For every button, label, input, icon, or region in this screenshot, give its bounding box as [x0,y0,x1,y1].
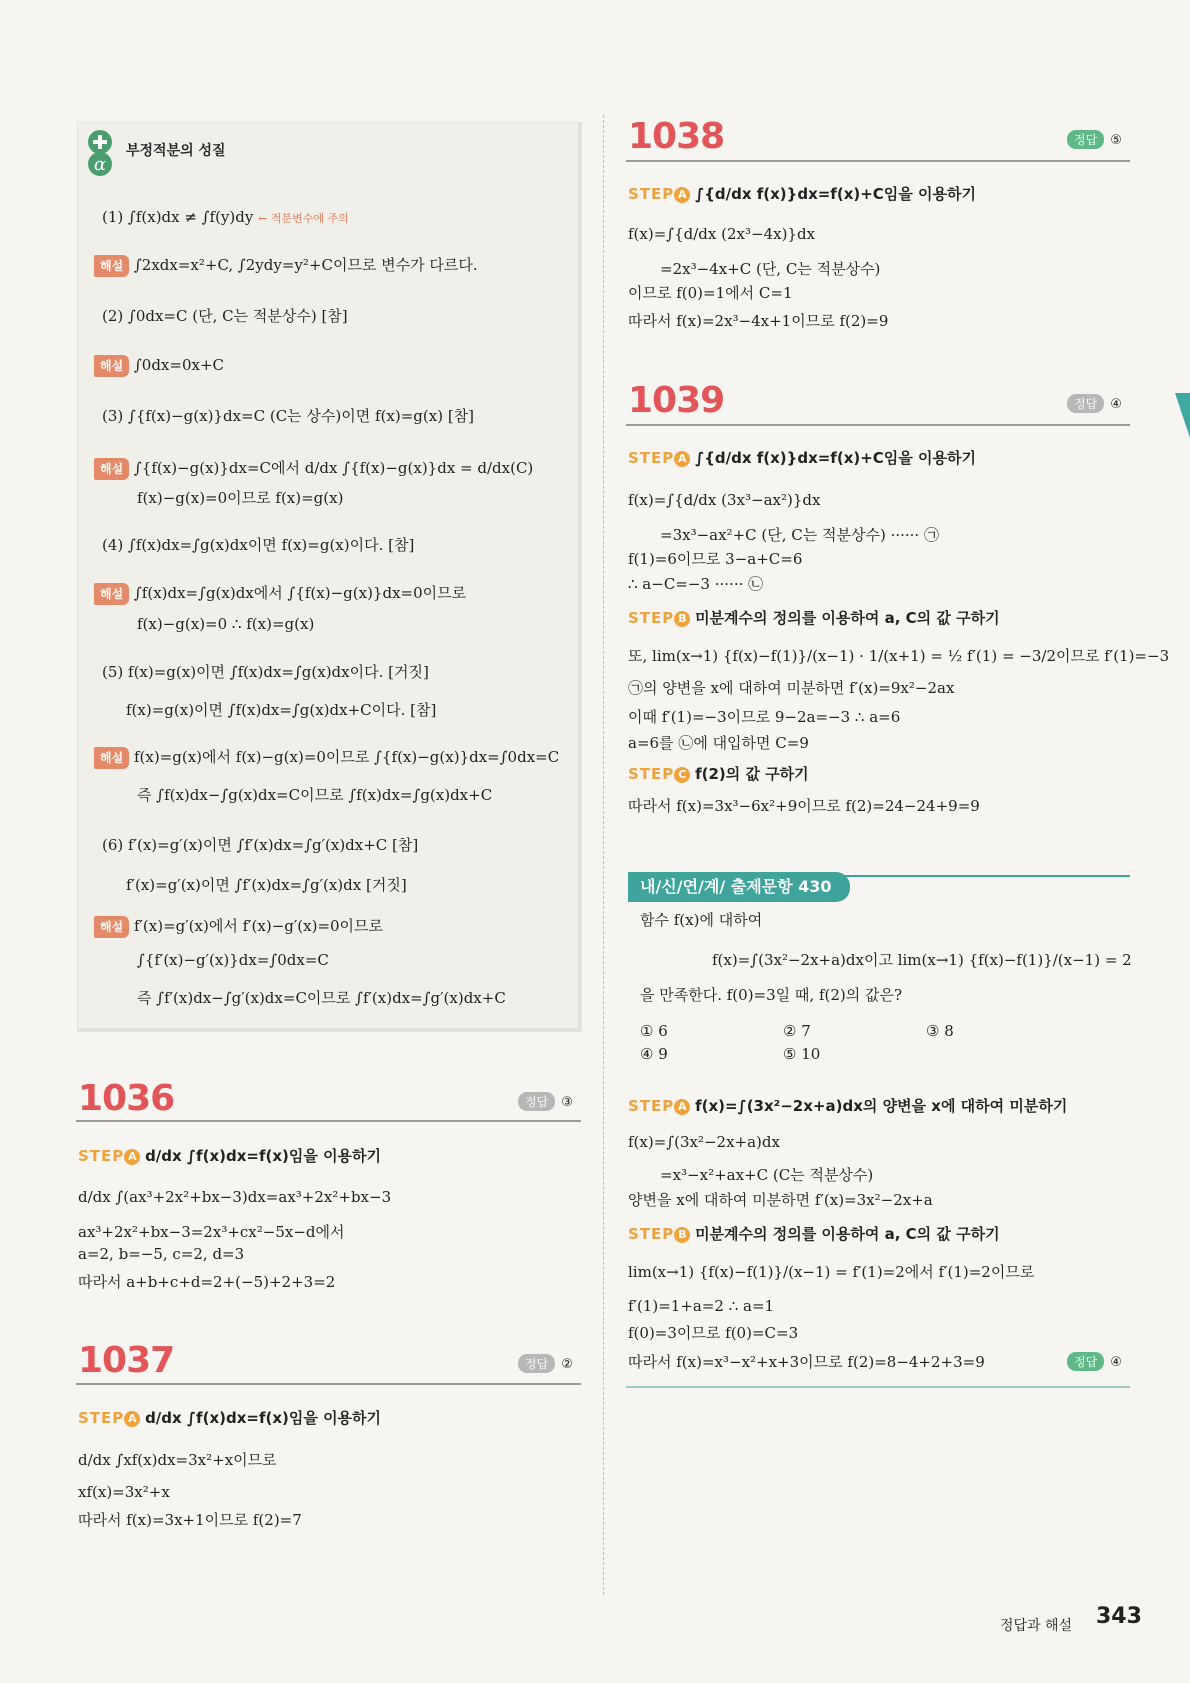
nsg-choice: ② 7 [783,1022,811,1040]
answer-badge-1038: 정답 ⑤ [1067,130,1122,149]
solution-line: 따라서 a+b+c+d=2+(−5)+2+3=2 [78,1273,336,1291]
solution-line: a=2, b=−5, c=2, d=3 [78,1245,245,1263]
answer-badge-1036: 정답 ③ [518,1092,573,1111]
solution-line: xf(x)=3x²+x [78,1483,170,1501]
solution-line: f(1)=6이므로 3−a+C=6 [628,550,803,568]
column-divider [603,115,604,1595]
step-1037-a: STEP A d/dx ∫f(x)dx=f(x)임을 이용하기 [78,1409,382,1427]
solution-tag: 해설 [94,255,129,277]
concept-item-1-statement: (1) ∫f(x)dx ≠ ∫f(y)dy [102,208,254,226]
concept-item-5-solution-line-2: 즉 ∫f(x)dx−∫g(x)dx=C이므로 ∫f(x)dx=∫g(x)dx+C [137,786,493,804]
problem-number-1036: 1036 [78,1078,175,1119]
solution-tag: 해설 [94,747,129,769]
concept-item-1-solution [94,255,478,277]
solution-line: 이므로 f(0)=1에서 C=1 [628,284,793,302]
nsg-answer-badge: 정답 ④ [1067,1352,1122,1371]
solution-line: 양변을 x에 대하여 미분하면 f′(x)=3x²−2x+a [628,1191,933,1209]
divider-1037 [76,1383,581,1385]
solution-line: 따라서 f(x)=x³−x²+x+3이므로 f(2)=8−4+2+3=9 [628,1353,985,1371]
nsg-step-a: STEP A f(x)=∫(3x²−2x+a)dx의 양변을 x에 대하여 미분하기 [628,1097,1068,1115]
concept-item-3-solution-line-2: f(x)−g(x)=0이므로 f(x)=g(x) [137,489,344,507]
nsg-step-b: STEP B 미분계수의 정의를 이용하여 a, C의 값 구하기 [628,1225,1000,1243]
solution-line: f′(1)=1+a=2 ∴ a=1 [628,1297,775,1315]
chapter-tab [1175,393,1190,438]
concept-item-5-solution [94,747,559,769]
solution-line: f(0)=3이므로 f(0)=C=3 [628,1324,799,1342]
concept-item-6-statement: (6) f′(x)=g′(x)이면 ∫f′(x)dx=∫g′(x)dx+C [참] [102,836,419,854]
concept-item-6-solution [94,916,383,938]
answer-badge-1037: 정답 ② [518,1354,573,1373]
solution-tag: 해설 [94,583,129,605]
step-1039-a: STEP A ∫{d/dx f(x)}dx=f(x)+C임을 이용하기 [628,449,976,467]
step-title: d/dx ∫f(x)dx=f(x)임을 이용하기 [145,1147,382,1165]
nsg-choice: ③ 8 [926,1022,954,1040]
solution-line: ∴ a−C=−3 ······ ㉡ [628,575,764,593]
problem-number-1039: 1039 [628,380,725,421]
solution-line: d/dx ∫xf(x)dx=3x²+x이므로 [78,1451,277,1469]
concept-item-4-solution-line-2: f(x)−g(x)=0 ∴ f(x)=g(x) [137,615,315,633]
solution-line: d/dx ∫(ax³+2x²+bx−3)dx=ax³+2x²+bx−3 [78,1188,392,1206]
concept-item-6-solution-line-1: f′(x)=g′(x)에서 f′(x)−g′(x)=0이므로 [133,917,384,935]
concept-item-4-solution-line-1: ∫f(x)dx=∫g(x)dx에서 ∫{f(x)−g(x)}dx=0이므로 [133,584,467,602]
concept-item-6-solution-line-2: ∫{f′(x)−g′(x)}dx=∫0dx=C [137,951,329,969]
solution-line: =3x³−ax²+C (단, C는 적분상수) ······ ㉠ [660,526,939,544]
solution-tag: 해설 [94,458,129,480]
solution-line: 따라서 f(x)=3x+1이므로 f(2)=7 [78,1511,302,1529]
concept-item-3-statement: (3) ∫{f(x)−g(x)}dx=C (C는 상수)이면 f(x)=g(x) [참] [102,407,475,425]
concept-item-4-solution [94,583,466,605]
solution-line: f(x)=∫{d/dx (2x³−4x)}dx [628,225,816,243]
concept-item-5-solution-line-1: f(x)=g(x)에서 f(x)−g(x)=0이므로 ∫{f(x)−g(x)}dx=∫0dx=C [133,748,560,766]
page-number: 343 [1096,1604,1142,1629]
concept-item-2-statement: (2) ∫0dx=C (단, C는 적분상수) [참] [102,307,348,325]
step-title: 미분계수의 정의를 이용하여 a, C의 값 구하기 [695,609,1000,627]
concept-item-1-note: ← 적분변수에 주의 [258,212,349,225]
divider-1036 [76,1120,581,1122]
nsg-choice: ④ 9 [640,1045,668,1063]
concept-item-2-solution-line: ∫0dx=0x+C [133,356,225,374]
answer-badge-1039: 정답 ④ [1067,394,1122,413]
solution-line: 따라서 f(x)=2x³−4x+1이므로 f(2)=9 [628,312,889,330]
concept-item-3-solution [94,458,533,480]
nsg-question-line-2: f(x)=∫(3x²−2x+a)dx이고 lim(x→1) {f(x)−f(1)}/(x−1) = 2 [712,951,1132,969]
concept-item-6-solution-line-3: 즉 ∫f′(x)dx−∫g′(x)dx=C이므로 ∫f′(x)dx=∫g′(x)dx+C [137,989,506,1007]
solution-line: 따라서 f(x)=3x³−6x²+9이므로 f(2)=24−24+9=9 [628,797,980,815]
solution-tag: 해설 [94,916,129,938]
step-title: ∫{d/dx f(x)}dx=f(x)+C임을 이용하기 [695,185,976,203]
svg-text:α: α [93,154,107,175]
solution-line: =x³−x²+ax+C (C는 적분상수) [660,1166,874,1184]
nsg-question-line-1: 함수 f(x)에 대하여 [640,911,763,929]
step-1038-a: STEP A ∫{d/dx f(x)}dx=f(x)+C임을 이용하기 [628,185,976,203]
solution-line: a=6를 ㉡에 대입하면 C=9 [628,734,809,752]
step-1036-a: STEP A d/dx ∫f(x)dx=f(x)임을 이용하기 [78,1147,382,1165]
solution-line: f(x)=∫(3x²−2x+a)dx [628,1133,780,1151]
nsg-choice: ⑤ 10 [783,1045,821,1063]
problem-number-1037: 1037 [78,1340,175,1381]
divider-1038 [626,160,1130,162]
step-title: f(2)의 값 구하기 [695,765,809,783]
concept-item-1-solution-line: ∫2xdx=x²+C, ∫2ydy=y²+C이므로 변수가 다르다. [133,256,478,274]
concept-item-5-statement: (5) f(x)=g(x)이면 ∫f(x)dx=∫g(x)dx이다. [거짓] [102,663,429,681]
nsg-question-line-3: 을 만족한다. f(0)=3일 때, f(2)의 값은? [640,986,903,1004]
problem-number-1038: 1038 [628,116,725,157]
concept-item-2-solution [94,355,224,377]
nsg-banner-label: 내/신/연/계/ 출제문항 430 [628,872,850,902]
plus-alpha-icon [82,128,118,178]
step-title: ∫{d/dx f(x)}dx=f(x)+C임을 이용하기 [695,449,976,467]
nsg-bottom-rule [626,1386,1130,1388]
concept-item-5-statement-2: f(x)=g(x)이면 ∫f(x)dx=∫g(x)dx+C이다. [참] [126,701,437,719]
footer-label: 정답과 해설 [1000,1618,1073,1634]
step-1039-c: STEP C f(2)의 값 구하기 [628,765,809,783]
solution-line: f(x)=∫{d/dx (3x³−ax²)}dx [628,491,821,509]
concept-item-3-solution-line-1: ∫{f(x)−g(x)}dx=C에서 d/dx ∫{f(x)−g(x)}dx = d/dx(C) [133,459,534,477]
concept-title: 부정적분의 성질 [126,143,226,159]
solution-tag: 해설 [94,355,129,377]
solution-line: 또, lim(x→1) {f(x)−f(1)}/(x−1) · 1/(x+1) = ½ f′(1) = −3/2이므로 f′(1)=−3 [628,647,1170,665]
solution-line: ㉠의 양변을 x에 대하여 미분하면 f′(x)=9x²−2ax [628,679,955,697]
concept-item-6-statement-2: f′(x)=g′(x)이면 ∫f′(x)dx=∫g′(x)dx [거짓] [126,876,407,894]
step-1039-b: STEP B 미분계수의 정의를 이용하여 a, C의 값 구하기 [628,609,1000,627]
concept-item-1 [102,207,349,229]
concept-item-4-statement: (4) ∫f(x)dx=∫g(x)dx이면 f(x)=g(x)이다. [참] [102,536,415,554]
solution-line: 이때 f′(1)=−3이므로 9−2a=−3 ∴ a=6 [628,708,901,726]
step-title: d/dx ∫f(x)dx=f(x)임을 이용하기 [145,1409,382,1427]
solution-line: lim(x→1) {f(x)−f(1)}/(x−1) = f′(1)=2에서 f′(1)=2이므로 [628,1263,1035,1281]
solution-line: =2x³−4x+C (단, C는 적분상수) [660,260,881,278]
step-title: 미분계수의 정의를 이용하여 a, C의 값 구하기 [695,1225,1000,1243]
nsg-choice: ① 6 [640,1022,668,1040]
step-title: f(x)=∫(3x²−2x+a)dx의 양변을 x에 대하여 미분하기 [695,1097,1068,1115]
divider-1039 [626,424,1130,426]
solution-line: ax³+2x²+bx−3=2x³+cx²−5x−d에서 [78,1223,345,1241]
